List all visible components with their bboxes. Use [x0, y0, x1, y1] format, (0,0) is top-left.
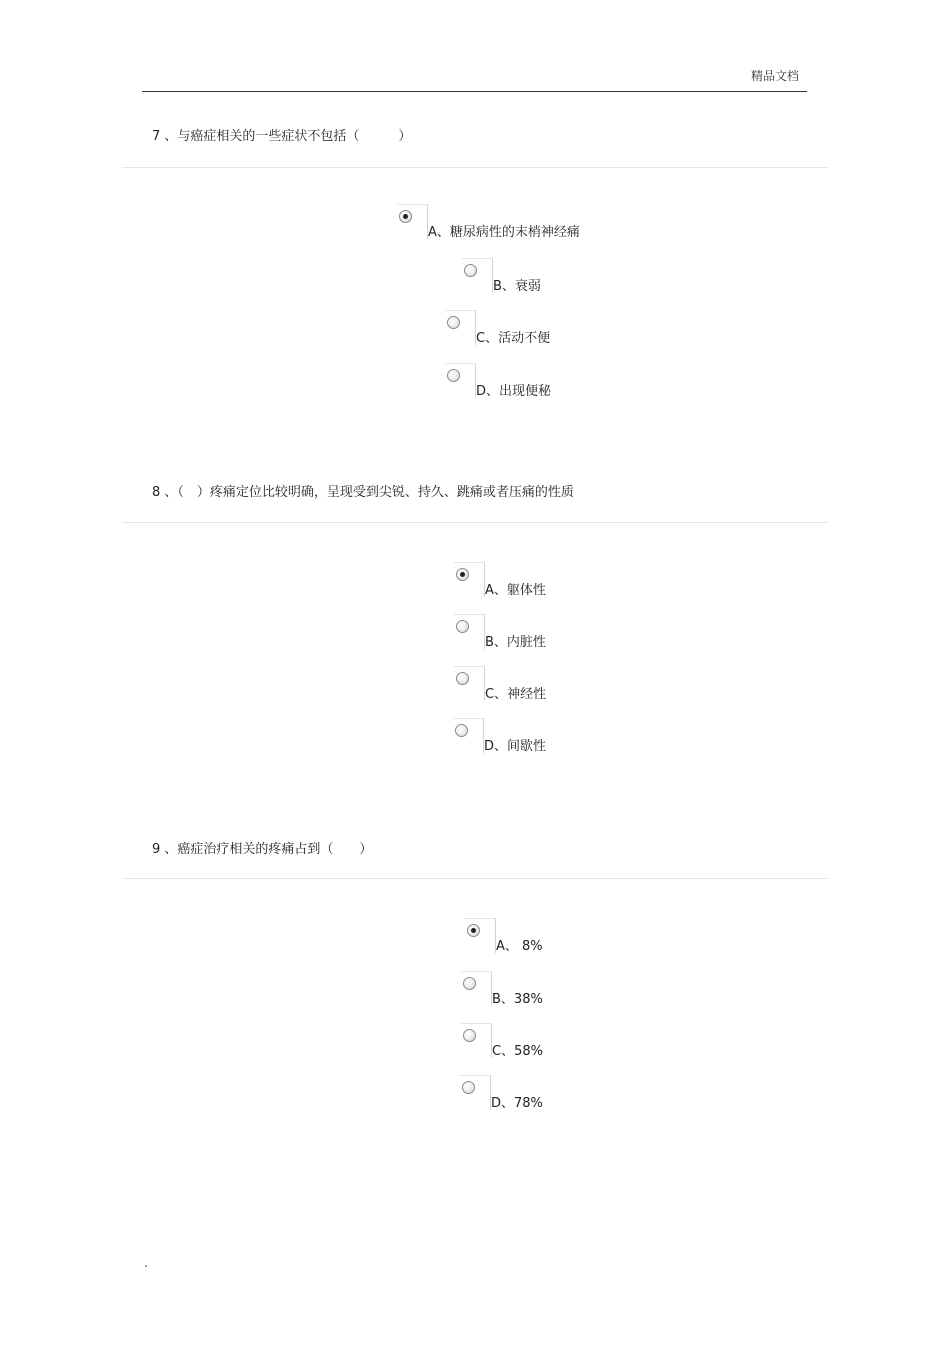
option-label: C、活动不便 — [476, 331, 551, 346]
radio-checked-icon[interactable] — [399, 210, 412, 223]
radio-checked-icon[interactable] — [467, 924, 480, 937]
radio-unchecked-icon[interactable] — [462, 1081, 475, 1094]
question-7-rule — [122, 167, 828, 168]
radio-unchecked-icon[interactable] — [464, 264, 477, 277]
radio-checked-icon[interactable] — [456, 568, 469, 581]
option-label: A、躯体性 — [485, 583, 546, 598]
question-7-text: 7 、与癌症相关的一些症状不包括（ ） — [152, 129, 412, 144]
option-label: B、38% — [492, 992, 543, 1007]
radio-unchecked-icon[interactable] — [456, 620, 469, 633]
option-label: B、衰弱 — [493, 279, 541, 294]
header-text: 精品文档 — [751, 69, 800, 83]
header-rule — [142, 91, 807, 92]
question-9-rule — [122, 878, 828, 879]
option-label: C、神经性 — [485, 687, 547, 702]
radio-unchecked-icon[interactable] — [455, 724, 468, 737]
option-label: B、内脏性 — [485, 635, 546, 650]
radio-unchecked-icon[interactable] — [463, 1029, 476, 1042]
radio-unchecked-icon[interactable] — [447, 369, 460, 382]
option-label: C、58% — [492, 1044, 543, 1059]
question-9-text: 9 、癌症治疗相关的疼痛占到（ ） — [152, 842, 373, 857]
option-label: A、 8% — [496, 939, 543, 954]
radio-unchecked-icon[interactable] — [447, 316, 460, 329]
question-8-rule — [122, 522, 828, 523]
option-label: D、出现便秘 — [476, 384, 552, 399]
question-8-text: 8 、（ ）疼痛定位比较明确，呈现受到尖锐、持久、跳痛或者压痛的性质 — [152, 485, 574, 500]
footer-dot: . — [144, 1256, 148, 1270]
option-label: A、糖尿病性的末梢神经痛 — [428, 225, 580, 240]
option-label: D、间歇性 — [484, 739, 547, 754]
radio-unchecked-icon[interactable] — [456, 672, 469, 685]
radio-unchecked-icon[interactable] — [463, 977, 476, 990]
option-label: D、78% — [491, 1096, 543, 1111]
